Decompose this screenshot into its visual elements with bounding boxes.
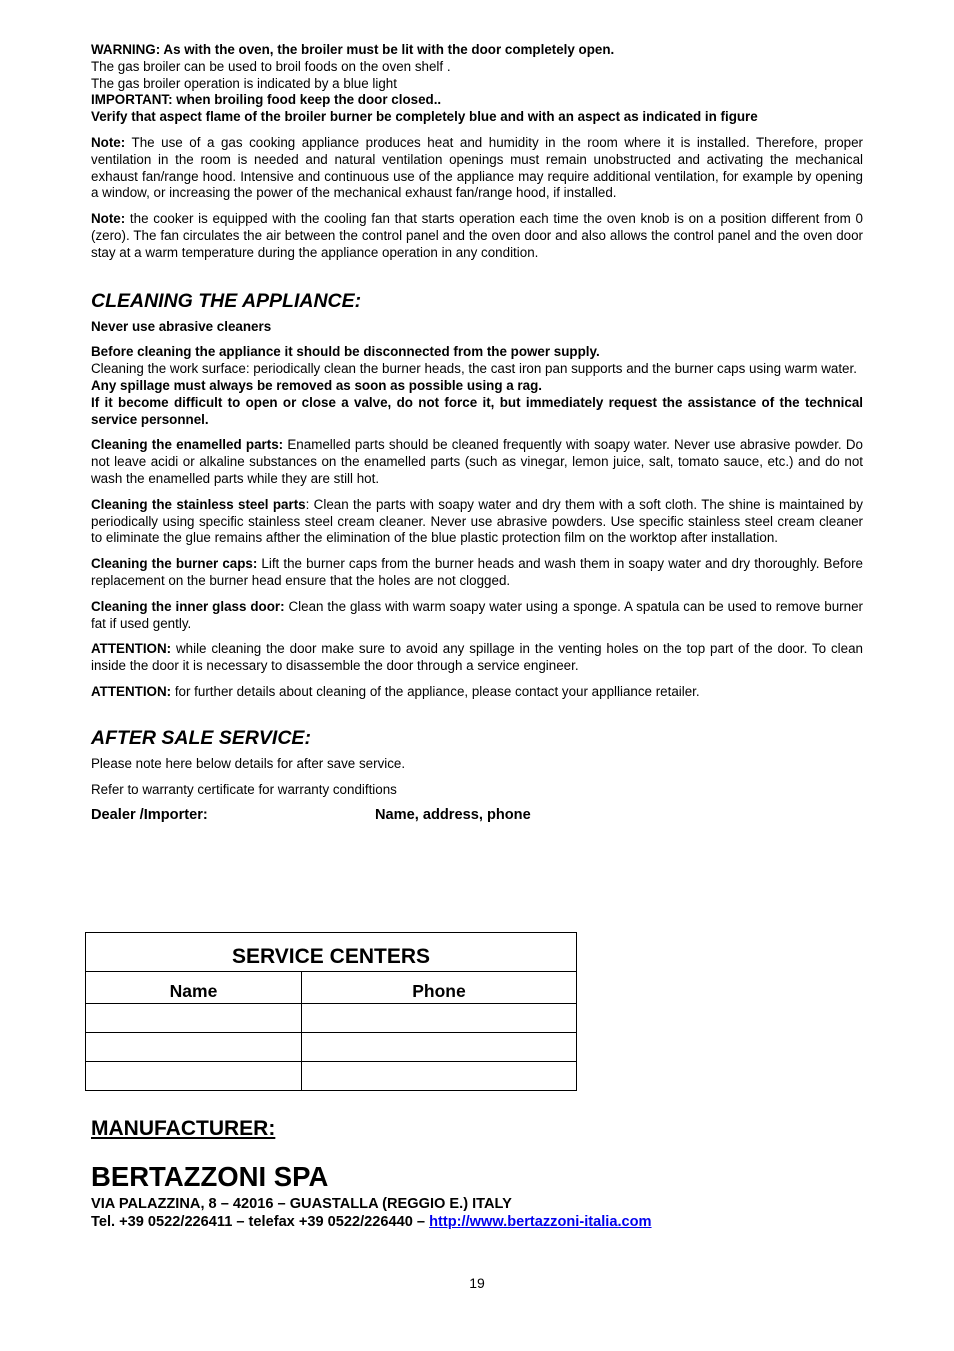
attention-retailer-paragraph xyxy=(91,684,863,701)
paragraph-text: Clean the glass with warm soapy water using a sponge. A spatula can be used to remove burner fat if used gently. xyxy=(91,598,863,631)
broiler-verify: Verify that aspect flame of the broiler burner be completely blue and with an aspect as indicated in figure xyxy=(91,109,758,125)
stainless-steel-paragraph xyxy=(91,497,863,547)
dealer-label: Dealer /Importer: xyxy=(91,807,208,824)
after-sale-heading: AFTER SALE SERVICE: xyxy=(91,726,311,749)
cooling-fan-note xyxy=(91,211,863,261)
phone-cell xyxy=(302,1062,577,1091)
note-text: The use of a gas cooking appliance produces heat and humidity in the room where it is installed. Therefore, proper ventilation in the room is needed and natural ventilation openings must remain unobstructed and activating the mechanical exhaust fan/range hood. Intensive and continuous use of the appliance may require additional ventilation, for example by opening a window, or increasing the power of the mechanical exhaust fan/range hood, if installed. xyxy=(91,134,863,201)
phone-cell xyxy=(302,1004,577,1033)
disconnect-warning: Before cleaning the appliance it should be disconnected from the power supply. xyxy=(91,344,600,360)
column-header-phone: Phone xyxy=(302,972,577,1004)
valve-text: If it become difficult to open or close a valve, do not force it, but immediately request the assistance of the technical service personnel. xyxy=(91,394,863,427)
column-header-name: Name xyxy=(86,972,302,1004)
dealer-value: Name, address, phone xyxy=(375,807,531,824)
burner-caps-paragraph xyxy=(91,556,863,590)
paragraph-label: ATTENTION: xyxy=(91,683,172,699)
cleaning-heading: CLEANING THE APPLIANCE: xyxy=(91,289,362,312)
paragraph-label: Cleaning the stainless steel parts xyxy=(91,496,306,512)
note-text: the cooker is equipped with the cooling fan that starts operation each time the oven knob is on a position different from 0 (zero). The fan circulates the air between the control panel and the oven door and also allows the control panel and the oven door stay at a warm temperature during the appliance operation in any condition. xyxy=(91,211,863,260)
company-contact xyxy=(91,1213,652,1231)
name-cell xyxy=(86,1033,302,1062)
table-title-row xyxy=(86,933,577,972)
paragraph-text: : Clean the parts with soapy water and dry them with a soft cloth. The shine is maintained by periodically using specific stainless steel cream cleaner. Never use abrasive powders. Use specific stainless steel cream cleaner to eliminate the glue remains afther the elimination of the blue plastic protection film on the worktop after installation. xyxy=(91,496,863,546)
attention-door-paragraph xyxy=(91,641,863,675)
company-name: BERTAZZONI SPA xyxy=(91,1161,329,1192)
company-address: VIA PALAZZINA, 8 – 42016 – GUASTALLA (REGGIO E.) ITALY xyxy=(91,1196,512,1212)
name-cell xyxy=(86,1004,302,1033)
broiler-warning: WARNING: As with the oven, the broiler must be lit with the door completely open. xyxy=(91,42,615,57)
paragraph-label: Cleaning the inner glass door: xyxy=(91,598,285,614)
service-centers-table xyxy=(85,932,577,1091)
contact-numbers: Tel. +39 0522/226411 – telefax +39 0522/226440 – xyxy=(91,1214,430,1230)
inner-glass-paragraph xyxy=(91,599,863,633)
never-abrasive-text: Never use abrasive cleaners xyxy=(91,318,272,334)
name-cell xyxy=(86,1062,302,1091)
ventilation-note xyxy=(91,135,863,202)
warranty-note: Refer to warranty certificate for warranty condiftions xyxy=(91,781,397,797)
broiler-light-text: The gas broiler operation is indicated by a blue light xyxy=(91,75,397,91)
broiler-shelf-text: The gas broiler can be used to broil foods on the oven shelf . xyxy=(91,58,451,74)
broiler-important: IMPORTANT: when broiling food keep the door closed.. xyxy=(91,92,442,108)
table-row xyxy=(86,1004,577,1033)
paragraph-label: Cleaning the burner caps: xyxy=(91,556,258,572)
phone-cell xyxy=(302,1033,577,1062)
page-number: 19 xyxy=(469,1275,485,1291)
table-title: SERVICE CENTERS xyxy=(86,933,577,972)
page-body xyxy=(91,42,863,824)
paragraph-text: while cleaning the door make sure to avoid any spillage in the venting holes on the top part of the door. To clean inside the door it is necessary to disassemble the door through a service engineer. xyxy=(91,641,863,674)
table-header-row xyxy=(86,972,577,1004)
website-link[interactable]: http://www.bertazzoni-italia.com xyxy=(429,1214,652,1230)
paragraph-text: for further details about cleaning of the appliance, please contact your applliance retailer. xyxy=(171,683,700,699)
paragraph-label: ATTENTION: xyxy=(91,641,172,657)
paragraph-label: Cleaning the enamelled parts: xyxy=(91,437,284,453)
work-surface-text: Cleaning the work surface: periodically clean the burner heads, the cast iron pan supports and the burner caps using warm water. xyxy=(91,361,857,377)
note-label: Note: xyxy=(91,211,126,227)
dealer-row xyxy=(91,806,863,824)
note-label: Note: xyxy=(91,134,126,150)
table-row xyxy=(86,1062,577,1091)
paragraph-text: Lift the burner caps from the burner heads and wash them in soapy water and dry thoroughly. Before replacement on the burner head ensure that the holes are not clogged. xyxy=(91,556,863,588)
spillage-text: Any spillage must always be removed as soon as possible using a rag. xyxy=(91,377,542,393)
enamelled-parts-paragraph xyxy=(91,437,863,487)
manufacturer-heading: MANUFACTURER: xyxy=(91,1117,276,1140)
table-row xyxy=(86,1033,577,1062)
after-sale-note: Please note here below details for after save service. xyxy=(91,755,406,771)
paragraph-text: Enamelled parts should be cleaned frequently with soapy water. Never use abrasive powder. Do not leave acidi or alkaline substances on the enamelled parts (such as vinegar, lemon juice, salt, tomato sauce, etc.) and do not wash the enamelled parts while they are still hot. xyxy=(91,437,864,486)
